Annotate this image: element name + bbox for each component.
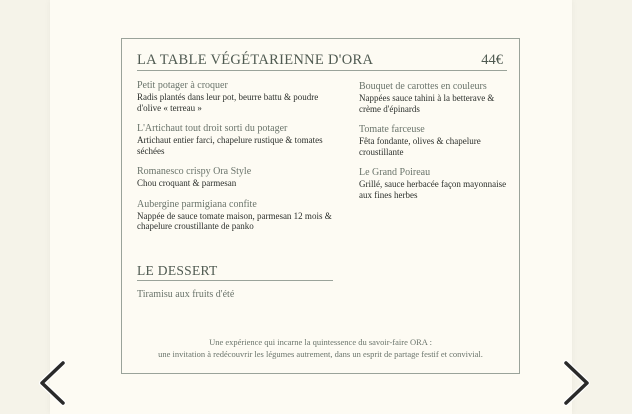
dish-description: Grillé, sauce herbacée façon mayonnaise aux fines herbes: [359, 179, 507, 200]
dish-name: Aubergine parmigiana confite: [137, 198, 257, 210]
menu-title: LA TABLE VÉGÉTARIENNE D'ORA: [137, 52, 374, 68]
menu-footer: [122, 337, 519, 360]
left-dish-column: [137, 80, 335, 242]
dish-description: Radis plantés dans leur pot, beurre battu & poudre d'olive « terreau »: [137, 92, 319, 113]
dish-description: Chou croquant & parmesan: [137, 178, 237, 188]
dish-item: [137, 166, 335, 189]
title-divider: [137, 70, 507, 71]
footer-line: Une expérience qui incarne la quintessence du savoir-faire ORA :: [209, 337, 432, 347]
dish-name: Bouquet de carottes en couleurs: [359, 81, 487, 92]
dessert-item: Tiramisu aux fruits d'été: [137, 289, 235, 300]
chevron-left-icon: [37, 360, 67, 406]
next-page-button[interactable]: [562, 360, 592, 406]
right-dish-column: [359, 81, 511, 210]
footer-line: une invitation à redécouvrir les légumes autrement, dans un esprit de partage festif et convivial.: [158, 348, 483, 359]
dish-description: Nappée de sauce tomate maison, parmesan 12 mois & chapelure croustillante de panko: [137, 210, 332, 231]
chevron-right-icon: [562, 360, 592, 406]
dish-description: Artichaut entier farci, chapelure rustique & tomates séchées: [137, 135, 323, 156]
dish-description: Nappées sauce tahini à la betterave & crème d'épinards: [359, 93, 495, 114]
dessert-title: LE DESSERT: [137, 263, 218, 278]
dish-item: [359, 124, 511, 157]
dish-item: [137, 199, 335, 232]
dish-name: Le Grand Poireau: [359, 167, 431, 178]
menu-card: [121, 38, 520, 374]
dish-name: Tomate farceuse: [359, 124, 425, 135]
dish-item: [359, 167, 511, 200]
dish-item: [359, 81, 511, 114]
dish-name: Romanesco crispy Ora Style: [137, 166, 252, 177]
menu-price: 44€: [481, 52, 503, 68]
dish-item: [137, 123, 335, 156]
dessert-divider: [137, 280, 333, 281]
previous-page-button[interactable]: [37, 360, 67, 406]
dish-name: L'Artichaut tout droit sorti du potager: [137, 123, 288, 134]
dish-item: [137, 80, 335, 113]
dish-description: Fêta fondante, olives & chapelure croustillante: [359, 136, 481, 157]
dish-name: Petit potager à croquer: [137, 80, 228, 91]
